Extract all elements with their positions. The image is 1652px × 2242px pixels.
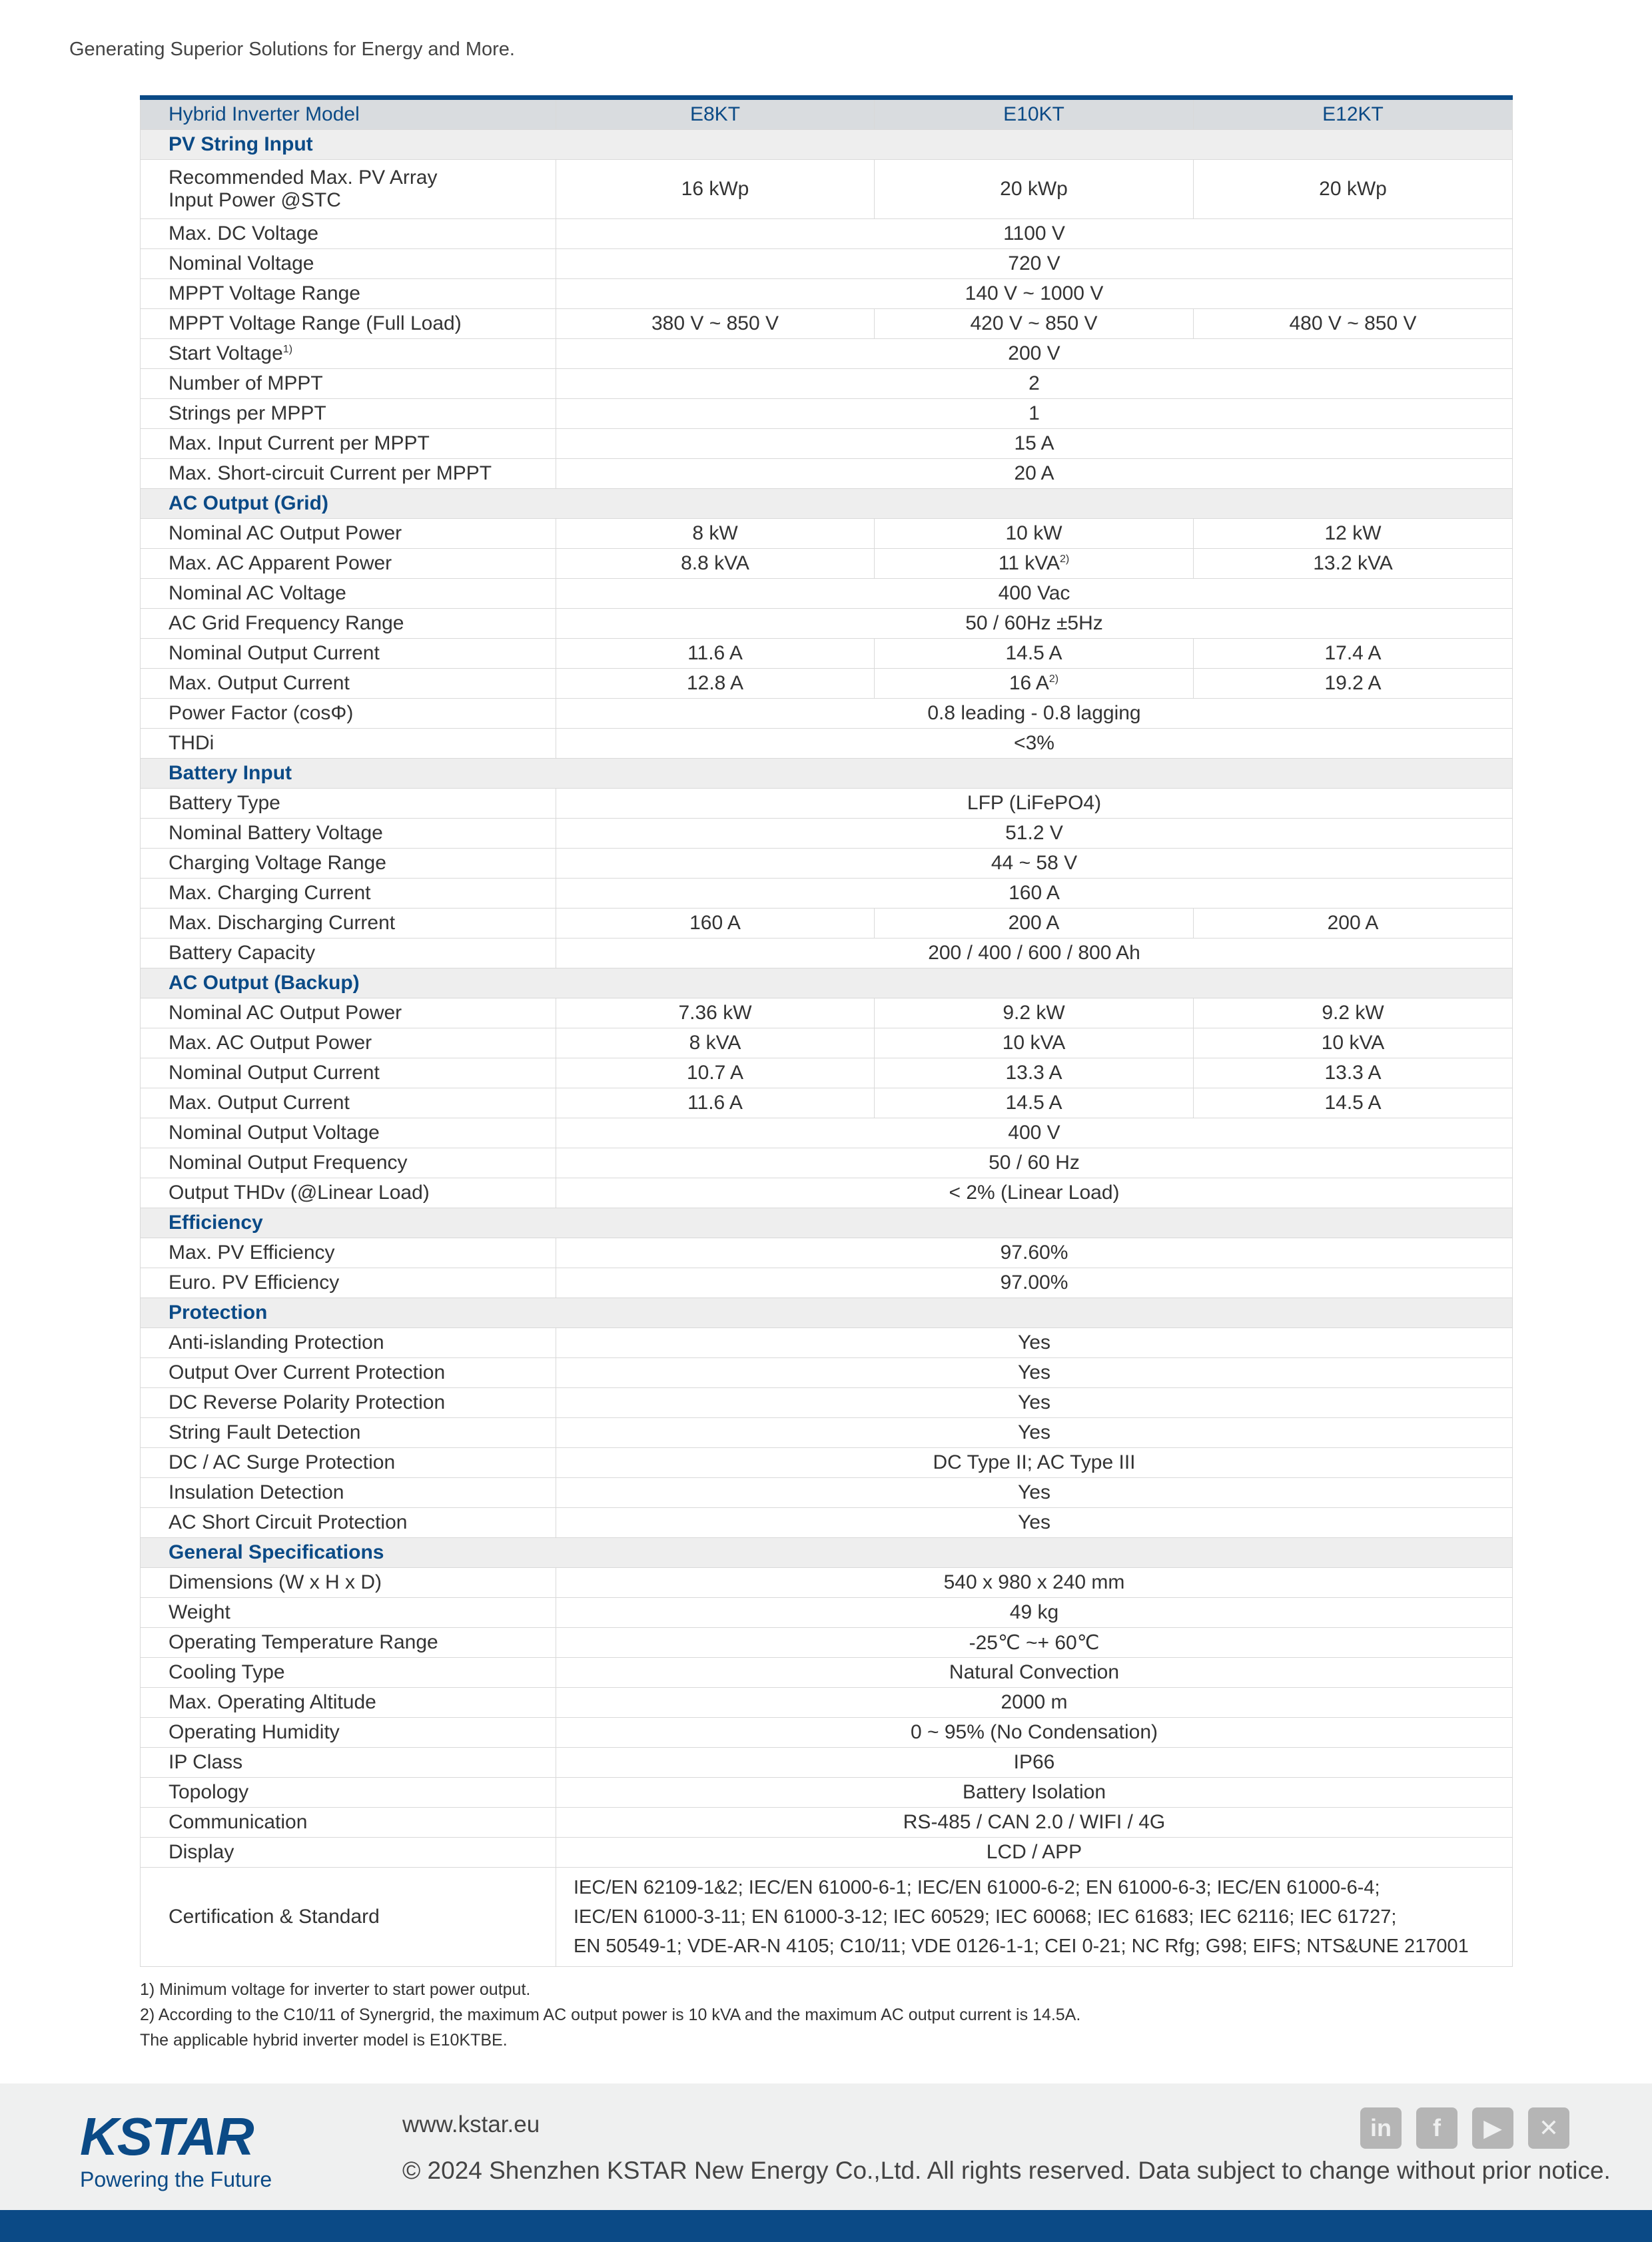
table-row <box>141 639 1513 669</box>
table-row <box>141 849 1513 879</box>
row-label <box>141 339 556 369</box>
table-row <box>141 1688 1513 1718</box>
cell-all-models: 44 ~ 58 V <box>556 849 1513 879</box>
row-label: Anti-islanding Protection <box>141 1328 556 1358</box>
cell-e12kt: 17.4 A <box>1194 639 1513 669</box>
cell-e8kt: 11.6 A <box>556 639 875 669</box>
x-icon[interactable]: ✕ <box>1528 2107 1569 2149</box>
section-ac-output-grid: AC Output (Grid) <box>141 489 1513 519</box>
cell-all-models: 1100 V <box>556 219 1513 249</box>
logo-slogan: Powering the Future <box>80 2167 272 2191</box>
table-row <box>141 1088 1513 1118</box>
cell-all-models: 200 V <box>556 339 1513 369</box>
table-row <box>141 1658 1513 1688</box>
cell-all-models: 49 kg <box>556 1598 1513 1628</box>
table-row <box>141 1388 1513 1418</box>
row-label: Topology <box>141 1778 556 1808</box>
cell-all-models: Yes <box>556 1328 1513 1358</box>
table-row <box>141 339 1513 369</box>
cell-all-models: 160 A <box>556 879 1513 909</box>
table-row <box>141 1238 1513 1268</box>
row-label: Operating Humidity <box>141 1718 556 1748</box>
row-label: Nominal Voltage <box>141 249 556 279</box>
cell-all-models: Yes <box>556 1508 1513 1538</box>
row-label: Power Factor (cosΦ) <box>141 699 556 729</box>
table-row <box>141 1358 1513 1388</box>
footnote-1: 1) Minimum voltage for inverter to start power output. <box>140 1980 531 1999</box>
cell-all-models: 20 A <box>556 459 1513 489</box>
cell-all-models: Yes <box>556 1478 1513 1508</box>
table-row <box>141 998 1513 1028</box>
cell-all-models: 140 V ~ 1000 V <box>556 279 1513 309</box>
row-label: Display <box>141 1838 556 1868</box>
footnote-ref: 2) <box>1060 554 1070 565</box>
table-row <box>141 1418 1513 1448</box>
table-row <box>141 909 1513 938</box>
cell-certifications <box>556 1868 1513 1967</box>
bottom-brand-bar <box>0 2210 1652 2242</box>
table-row <box>141 1268 1513 1298</box>
table-row <box>141 699 1513 729</box>
cell-all-models: LCD / APP <box>556 1838 1513 1868</box>
table-row <box>141 369 1513 399</box>
table-row <box>141 1148 1513 1178</box>
row-label: Nominal AC Output Power <box>141 998 556 1028</box>
cell-all-models: Natural Convection <box>556 1658 1513 1688</box>
table-row <box>141 1868 1513 1967</box>
row-label: Insulation Detection <box>141 1478 556 1508</box>
section-pv-string-input: PV String Input <box>141 130 1513 160</box>
cell-all-models: 2000 m <box>556 1688 1513 1718</box>
row-label: String Fault Detection <box>141 1418 556 1448</box>
section-row <box>141 489 1513 519</box>
cell-all-models: 50 / 60Hz ±5Hz <box>556 609 1513 639</box>
table-row <box>141 1328 1513 1358</box>
row-label: Max. Operating Altitude <box>141 1688 556 1718</box>
table-row <box>141 609 1513 639</box>
row-label: IP Class <box>141 1748 556 1778</box>
footnote-ref: 2) <box>1048 673 1059 685</box>
row-label: Charging Voltage Range <box>141 849 556 879</box>
kstar-logo <box>80 2107 272 2192</box>
cell-e8kt: 10.7 A <box>556 1058 875 1088</box>
cell-all-models: 50 / 60 Hz <box>556 1148 1513 1178</box>
row-label: Max. Discharging Current <box>141 909 556 938</box>
cell-e8kt: 8 kVA <box>556 1028 875 1058</box>
section-ac-output-backup: AC Output (Backup) <box>141 968 1513 998</box>
table-row <box>141 938 1513 968</box>
row-label <box>141 160 556 219</box>
cell-e12kt: 13.3 A <box>1194 1058 1513 1088</box>
cell-e10kt: 200 A <box>875 909 1194 938</box>
row-label: Output THDv (@Linear Load) <box>141 1178 556 1208</box>
row-label: Max. Input Current per MPPT <box>141 429 556 459</box>
page-footer <box>0 2083 1652 2210</box>
cell-e8kt: 8.8 kVA <box>556 549 875 579</box>
row-label: Dimensions (W x H x D) <box>141 1568 556 1598</box>
cell-e10kt: 9.2 kW <box>875 998 1194 1028</box>
section-protection: Protection <box>141 1298 1513 1328</box>
table-row <box>141 1508 1513 1538</box>
cell-e10kt <box>875 669 1194 699</box>
cell-e10kt: 13.3 A <box>875 1058 1194 1088</box>
cell-e8kt: 12.8 A <box>556 669 875 699</box>
cell-e12kt: 200 A <box>1194 909 1513 938</box>
footnotes <box>140 1977 1080 2053</box>
section-row <box>141 968 1513 998</box>
row-label: Max. Output Current <box>141 1088 556 1118</box>
row-label: THDi <box>141 729 556 759</box>
row-label: AC Short Circuit Protection <box>141 1508 556 1538</box>
table-row <box>141 669 1513 699</box>
cell-e10kt: 10 kVA <box>875 1028 1194 1058</box>
table-row <box>141 1718 1513 1748</box>
header-e10kt: E10KT <box>875 98 1194 130</box>
cell-e12kt: 480 V ~ 850 V <box>1194 309 1513 339</box>
table-row <box>141 1808 1513 1838</box>
cell-all-models: -25℃ ~+ 60℃ <box>556 1628 1513 1658</box>
cell-all-models: 97.00% <box>556 1268 1513 1298</box>
cell-e10kt: 20 kWp <box>875 160 1194 219</box>
table-row <box>141 789 1513 819</box>
row-label: AC Grid Frequency Range <box>141 609 556 639</box>
cell-e10kt: 420 V ~ 850 V <box>875 309 1194 339</box>
linkedin-icon[interactable]: in <box>1360 2107 1402 2149</box>
table-row <box>141 1748 1513 1778</box>
row-label: DC / AC Surge Protection <box>141 1448 556 1478</box>
table-row <box>141 160 1513 219</box>
table-row <box>141 1838 1513 1868</box>
table-row <box>141 1058 1513 1088</box>
cell-e8kt: 7.36 kW <box>556 998 875 1028</box>
table-row <box>141 1568 1513 1598</box>
spec-table <box>140 95 1513 1967</box>
cell-all-models: 200 / 400 / 600 / 800 Ah <box>556 938 1513 968</box>
logo-wordmark: KSTAR <box>80 2107 253 2166</box>
table-row <box>141 309 1513 339</box>
cell-e8kt: 160 A <box>556 909 875 938</box>
cell-all-models: 400 Vac <box>556 579 1513 609</box>
cell-e10kt: 14.5 A <box>875 639 1194 669</box>
row-label: Nominal Output Voltage <box>141 1118 556 1148</box>
cert-line-3: EN 50549-1; VDE-AR-N 4105; C10/11; VDE 0126-1-1; CEI 0-21; NC Rfg; G98; EIFS; NTS&UNE 217001 <box>574 1936 1469 1957</box>
row-label: Certification & Standard <box>141 1868 556 1967</box>
row-label: Strings per MPPT <box>141 399 556 429</box>
cell-e10kt: 10 kW <box>875 519 1194 549</box>
section-efficiency: Efficiency <box>141 1208 1513 1238</box>
cell-all-models: Battery Isolation <box>556 1778 1513 1808</box>
facebook-icon[interactable]: f <box>1416 2107 1457 2149</box>
cell-e10kt: 14.5 A <box>875 1088 1194 1118</box>
row-label: Nominal Output Frequency <box>141 1148 556 1178</box>
row-label-line1: Recommended Max. PV Array <box>169 167 438 188</box>
cell-e12kt: 12 kW <box>1194 519 1513 549</box>
cell-e8kt: 11.6 A <box>556 1088 875 1118</box>
cell-all-models: DC Type II; AC Type III <box>556 1448 1513 1478</box>
row-label: Max. Output Current <box>141 669 556 699</box>
row-label: Nominal AC Voltage <box>141 579 556 609</box>
section-general-specifications: General Specifications <box>141 1538 1513 1568</box>
row-label: Cooling Type <box>141 1658 556 1688</box>
row-label: Euro. PV Efficiency <box>141 1268 556 1298</box>
cell-all-models: RS-485 / CAN 2.0 / WIFI / 4G <box>556 1808 1513 1838</box>
header-model: Hybrid Inverter Model <box>141 98 556 130</box>
section-row <box>141 759 1513 789</box>
footnote-2: 2) According to the C10/11 of Synergrid, the maximum AC output power is 10 kVA and the maximum AC output current is 14.5A. <box>140 2006 1081 2024</box>
cell-all-models: Yes <box>556 1388 1513 1418</box>
social-links <box>1360 2107 1569 2149</box>
row-label-line2: Input Power @STC <box>169 189 341 211</box>
cell-all-models: < 2% (Linear Load) <box>556 1178 1513 1208</box>
table-row <box>141 1778 1513 1808</box>
cell-all-models: <3% <box>556 729 1513 759</box>
table-row <box>141 249 1513 279</box>
header-e8kt: E8KT <box>556 98 875 130</box>
table-row <box>141 219 1513 249</box>
footnote-3: The applicable hybrid inverter model is E10KTBE. <box>140 2031 508 2050</box>
cell-all-models: 15 A <box>556 429 1513 459</box>
cell-all-models: LFP (LiFePO4) <box>556 789 1513 819</box>
cell-all-models: 400 V <box>556 1118 1513 1148</box>
table-row <box>141 579 1513 609</box>
cell-all-models: 97.60% <box>556 1238 1513 1268</box>
table-row <box>141 549 1513 579</box>
row-label: Battery Type <box>141 789 556 819</box>
row-label: Max. AC Output Power <box>141 1028 556 1058</box>
table-row <box>141 1118 1513 1148</box>
cell-e12kt: 20 kWp <box>1194 160 1513 219</box>
cell-e12kt: 10 kVA <box>1194 1028 1513 1058</box>
row-label: Max. Charging Current <box>141 879 556 909</box>
cert-line-1: IEC/EN 62109-1&2; IEC/EN 61000-6-1; IEC/EN 61000-6-2; EN 61000-6-3; IEC/EN 61000-6-4; <box>574 1877 1380 1898</box>
row-label: Nominal Output Current <box>141 1058 556 1088</box>
cell-all-models: 540 x 980 x 240 mm <box>556 1568 1513 1598</box>
row-label: Communication <box>141 1808 556 1838</box>
cell-e12kt: 9.2 kW <box>1194 998 1513 1028</box>
table-row <box>141 399 1513 429</box>
cell-e12kt: 14.5 A <box>1194 1088 1513 1118</box>
cell-all-models: 720 V <box>556 249 1513 279</box>
cell-all-models: 0 ~ 95% (No Condensation) <box>556 1718 1513 1748</box>
page-tagline: Generating Superior Solutions for Energy and More. <box>69 39 515 60</box>
row-label: DC Reverse Polarity Protection <box>141 1388 556 1418</box>
table-row <box>141 819 1513 849</box>
row-label: MPPT Voltage Range <box>141 279 556 309</box>
cell-e12kt: 13.2 kVA <box>1194 549 1513 579</box>
row-label: Max. DC Voltage <box>141 219 556 249</box>
table-row <box>141 1628 1513 1658</box>
section-row <box>141 1538 1513 1568</box>
row-label-text: Start Voltage <box>169 342 283 364</box>
cell-all-models: 0.8 leading - 0.8 lagging <box>556 699 1513 729</box>
table-row <box>141 729 1513 759</box>
row-label: MPPT Voltage Range (Full Load) <box>141 309 556 339</box>
cell-all-models: Yes <box>556 1418 1513 1448</box>
cell-e8kt: 8 kW <box>556 519 875 549</box>
section-row <box>141 1298 1513 1328</box>
table-row <box>141 1448 1513 1478</box>
cert-line-2: IEC/EN 61000-3-11; EN 61000-3-12; IEC 60529; IEC 60068; IEC 61683; IEC 62116; IEC 61727; <box>574 1906 1397 1928</box>
table-row <box>141 459 1513 489</box>
table-row <box>141 1478 1513 1508</box>
table-row <box>141 279 1513 309</box>
cell-all-models: 2 <box>556 369 1513 399</box>
cell-all-models: Yes <box>556 1358 1513 1388</box>
table-row <box>141 1028 1513 1058</box>
cell-all-models: 51.2 V <box>556 819 1513 849</box>
row-label: Max. Short-circuit Current per MPPT <box>141 459 556 489</box>
cell-e10kt <box>875 549 1194 579</box>
table-row <box>141 429 1513 459</box>
section-row <box>141 130 1513 160</box>
row-label: Max. PV Efficiency <box>141 1238 556 1268</box>
cell-value: 16 A <box>1009 672 1049 694</box>
website-link[interactable]: www.kstar.eu <box>402 2111 540 2137</box>
table-row <box>141 519 1513 549</box>
row-label: Weight <box>141 1598 556 1628</box>
header-e12kt: E12KT <box>1194 98 1513 130</box>
row-label: Number of MPPT <box>141 369 556 399</box>
cell-e12kt: 19.2 A <box>1194 669 1513 699</box>
youtube-icon[interactable]: ▶ <box>1472 2107 1513 2149</box>
footnote-ref: 1) <box>282 344 293 355</box>
cell-all-models: IP66 <box>556 1748 1513 1778</box>
table-row <box>141 1178 1513 1208</box>
row-label: Nominal Battery Voltage <box>141 819 556 849</box>
cell-all-models: 1 <box>556 399 1513 429</box>
section-row <box>141 1208 1513 1238</box>
cell-e8kt: 16 kWp <box>556 160 875 219</box>
row-label: Max. AC Apparent Power <box>141 549 556 579</box>
row-label: Battery Capacity <box>141 938 556 968</box>
copyright-notice: © 2024 Shenzhen KSTAR New Energy Co.,Ltd. All rights reserved. Data subject to change without prior notice. <box>402 2157 1611 2184</box>
row-label: Nominal Output Current <box>141 639 556 669</box>
cell-e8kt: 380 V ~ 850 V <box>556 309 875 339</box>
table-header-row <box>141 98 1513 130</box>
row-label: Operating Temperature Range <box>141 1628 556 1658</box>
cell-value: 11 kVA <box>998 552 1060 574</box>
section-battery-input: Battery Input <box>141 759 1513 789</box>
table-row <box>141 879 1513 909</box>
table-row <box>141 1598 1513 1628</box>
row-label: Output Over Current Protection <box>141 1358 556 1388</box>
row-label: Nominal AC Output Power <box>141 519 556 549</box>
